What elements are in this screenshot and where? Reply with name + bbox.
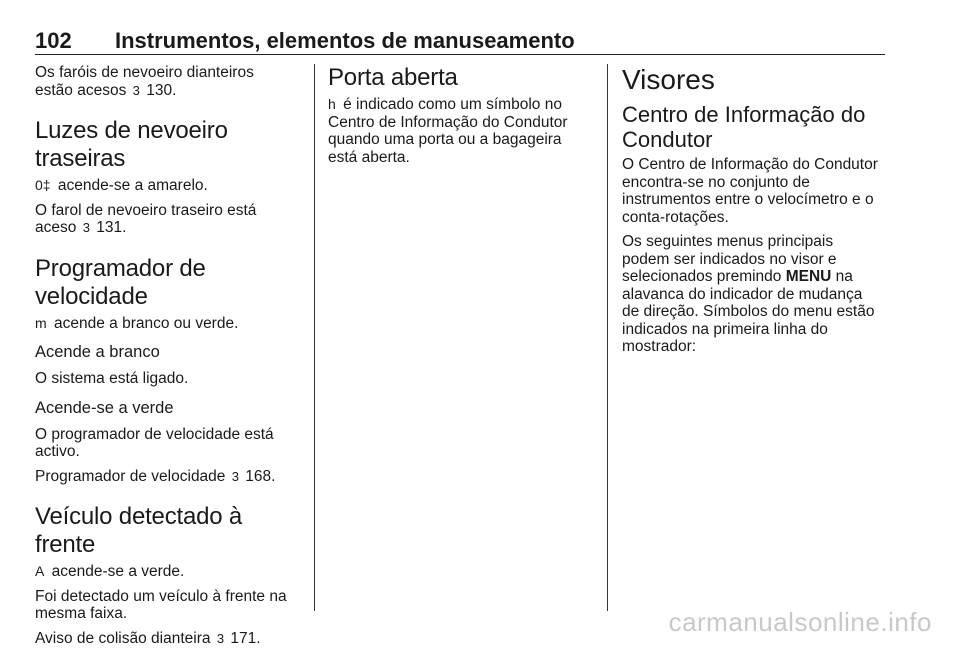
- column-middle: Porta aberta h é indicado como um símbolo no Centro de Informação do Condutor quando uma porta ou a bagageira está aberta.: [328, 64, 596, 173]
- subheading-green: Acende-se a verde: [35, 398, 174, 417]
- section-heading-door: Porta aberta: [328, 64, 458, 91]
- page-header: [35, 28, 885, 55]
- watermark: carmanualsonline.info: [668, 607, 932, 637]
- column-right: [622, 64, 890, 363]
- arrow-icon: 3: [231, 468, 239, 484]
- page-reference[interactable]: 168.: [245, 467, 276, 485]
- intro-paragraph: Os faróis de nevoeiro dianteiros estão acesos 3 130.: [35, 64, 254, 99]
- cruise-control-icon: m: [35, 314, 47, 331]
- column-divider-1: [314, 64, 315, 611]
- page-number: 102: [35, 28, 72, 53]
- paragraph-dic-location: O Centro de Informação do Condutor encontra-se no conjunto de instrumentos entre o velocímetro e o conta-rotações.: [622, 156, 878, 226]
- subheading-white: Acende a branco: [35, 343, 160, 361]
- arrow-icon: 3: [82, 220, 90, 235]
- section-heading-vehicle: Veículo detectado à frente: [35, 503, 243, 558]
- vehicle-ahead-icon: A: [35, 563, 45, 579]
- column-left: Os faróis de nevoeiro dianteiros estão acesos 3 130. Luzes de nevoeiro traseiras 0‡ acende-se a amarelo. O farol de nevoeiro traseiro está aceso 3 131. Programador de velocidade m acende a branco ou verde. Acende a branco O sistema está ligado. Acende-se a verde O programador de velocidade está activo. Programador de velocidade 3 168. Veículo detectado à frente A acende-se a verde. Foi detectado um veículo à frente na mesma faixa. Aviso de colisão dianteira 3 171.: [35, 64, 303, 654]
- rear-fog-light-icon: 0‡: [35, 177, 51, 193]
- menu-button-label: MENU: [785, 268, 832, 285]
- column-divider-2: [607, 64, 608, 611]
- page-reference[interactable]: 131.: [96, 219, 127, 236]
- paragraph-menus: Os seguintes menus principais podem ser indicados no visor e selecionados premindo MENU na alavanca do indicador de mudança de direção. Símbolos do menu estão indicados na primeira linha do mostrador:: [622, 233, 875, 355]
- section-heading-displays: Visores: [622, 64, 715, 95]
- arrow-icon: 3: [132, 82, 140, 98]
- arrow-icon: 3: [216, 630, 225, 646]
- door-open-icon: h: [328, 96, 336, 112]
- section-heading-rear-fog: Luzes de nevoeiro traseiras: [35, 117, 228, 172]
- subheading-driver-info-centre: Centro de Informação do Condutor: [622, 102, 866, 152]
- page-reference[interactable]: 130.: [146, 81, 177, 99]
- page-reference[interactable]: 171.: [230, 629, 261, 647]
- section-heading-cruise: Programador de velocidade: [35, 254, 206, 310]
- page-title: Instrumentos, elementos de manuseamento: [115, 28, 575, 53]
